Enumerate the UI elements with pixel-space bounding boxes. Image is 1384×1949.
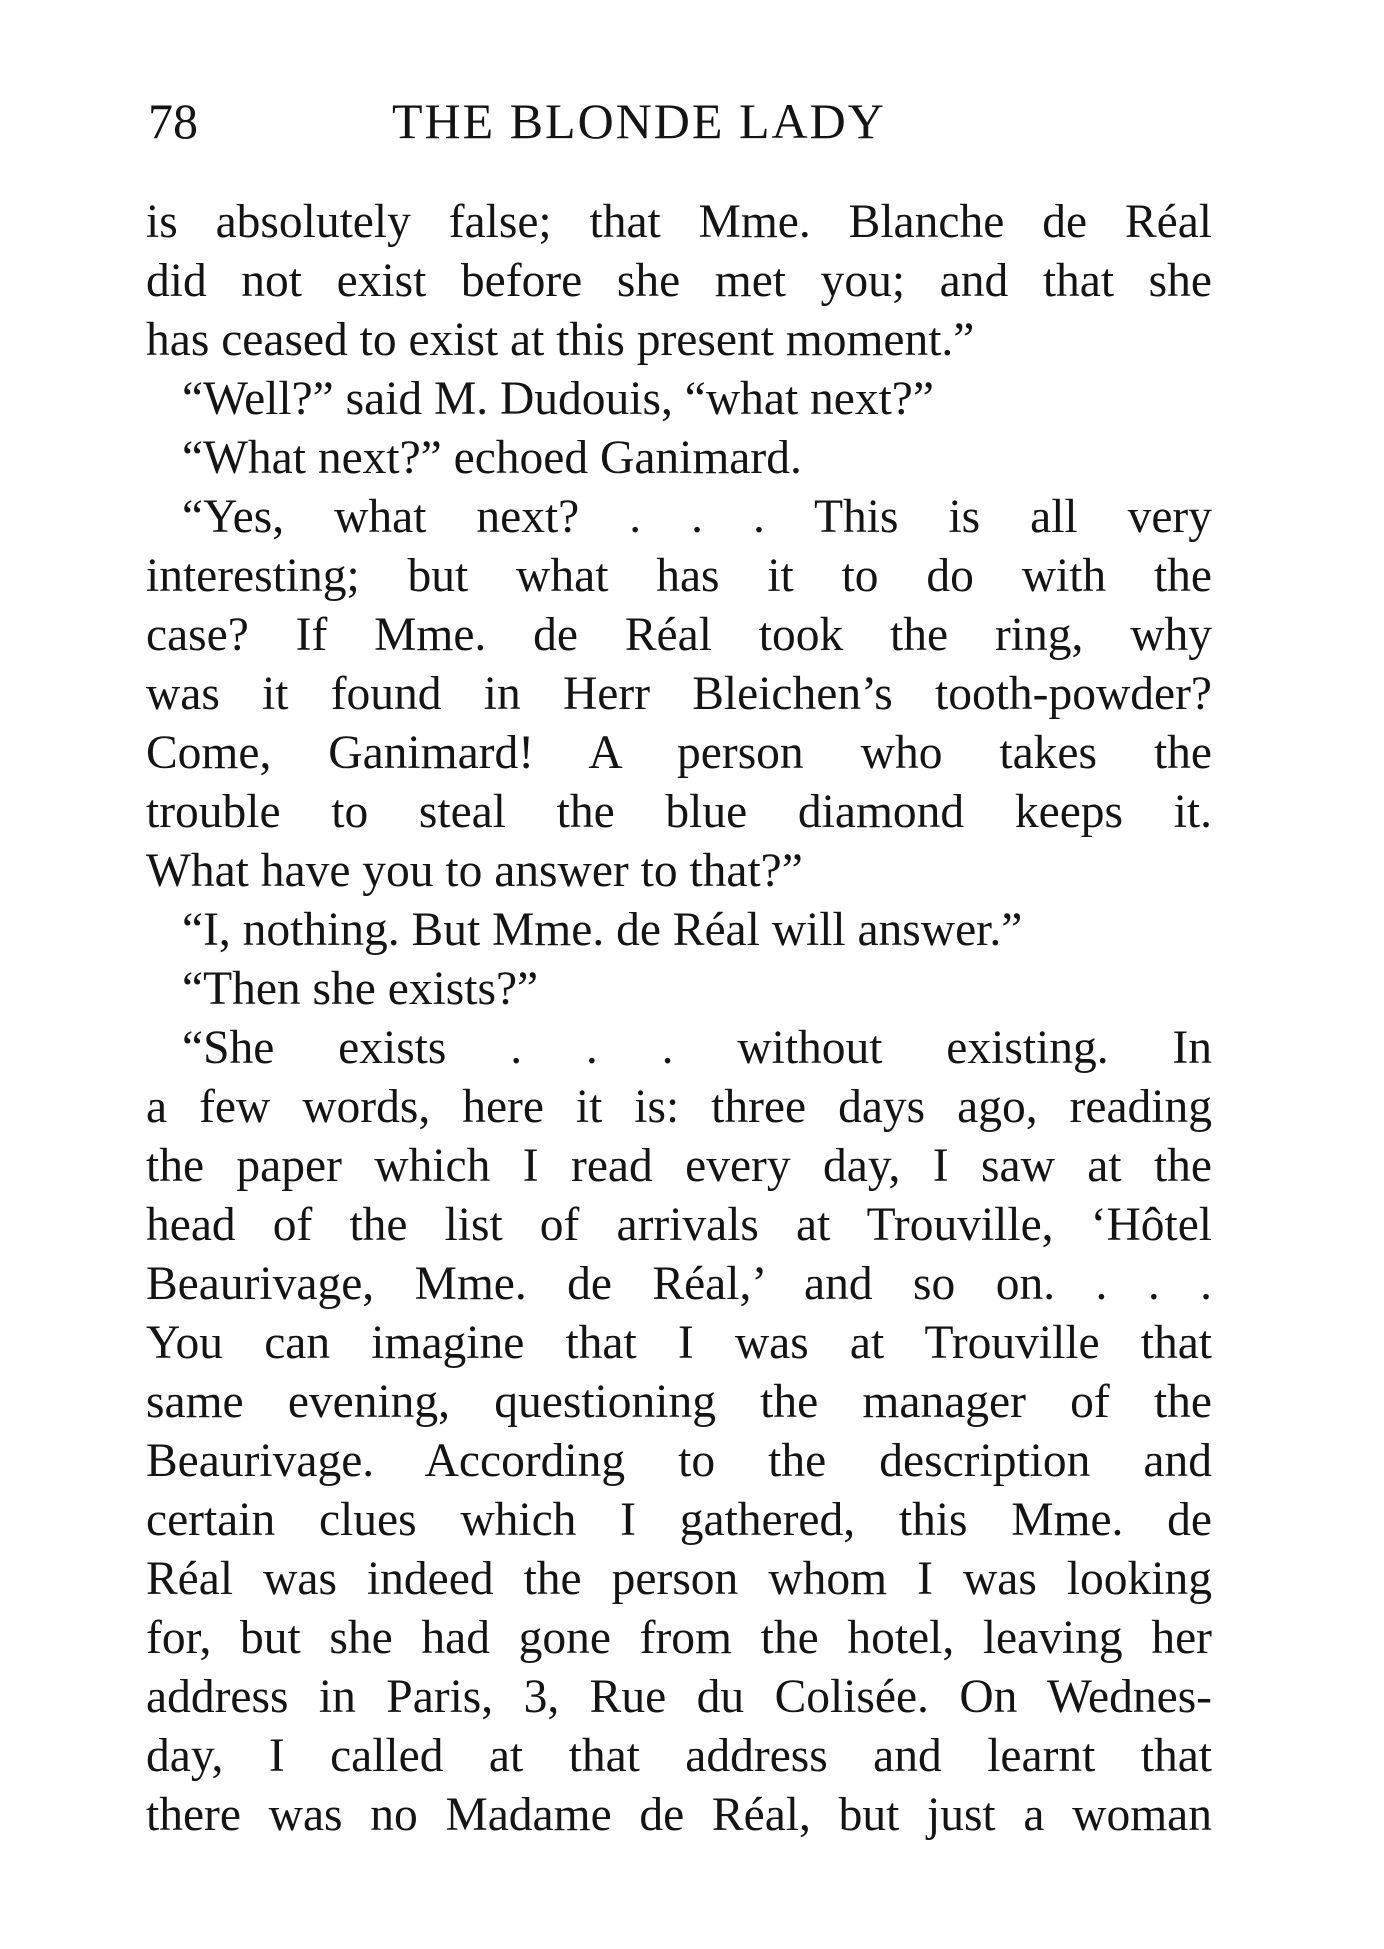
page-header: [148, 88, 1208, 154]
text-line: was it found in Herr Bleichen’s tooth-powder?: [146, 668, 1212, 720]
page-number: 78: [148, 93, 198, 149]
text-line: “Well?” said M. Dudouis, “what next?”: [182, 373, 934, 425]
text-line: “What next?” echoed Ganimard.: [182, 432, 802, 484]
text-line: “I, nothing. But Mme. de Réal will answer.”: [182, 904, 1023, 956]
text-line: day, I called at that address and learnt that: [146, 1730, 1212, 1782]
text-line: a few words, here it is: three days ago, reading: [146, 1081, 1212, 1133]
text-line: address in Paris, 3, Rue du Colisée. On Wednes-: [146, 1671, 1212, 1723]
text-line: You can imagine that I was at Trouville that: [146, 1317, 1212, 1369]
text-line: case? If Mme. de Réal took the ring, why: [146, 609, 1212, 661]
text-line: for, but she had gone from the hotel, leaving her: [146, 1612, 1212, 1664]
text-line: “Yes, what next? . . . This is all very: [182, 491, 1212, 543]
text-line: “Then she exists?”: [182, 963, 539, 1015]
text-line: Réal was indeed the person whom I was looking: [146, 1553, 1212, 1605]
text-line: “She exists . . . without existing. In: [182, 1022, 1212, 1074]
text-line: head of the list of arrivals at Trouville, ‘Hôtel: [146, 1199, 1212, 1251]
text-line: Beaurivage, Mme. de Réal,’ and so on. . . .: [146, 1258, 1212, 1310]
text-line: is absolutely false; that Mme. Blanche de Réal: [146, 196, 1212, 248]
body-text: [146, 193, 1212, 1845]
text-line: has ceased to exist at this present moment.”: [146, 314, 975, 366]
running-head: THE BLONDE LADY: [392, 93, 886, 149]
text-line: certain clues which I gathered, this Mme. de: [146, 1494, 1212, 1546]
text-line: What have you to answer to that?”: [146, 845, 803, 897]
text-line: interesting; but what has it to do with the: [146, 550, 1212, 602]
text-line: the paper which I read every day, I saw at the: [146, 1140, 1212, 1192]
text-line: Come, Ganimard! A person who takes the: [146, 727, 1212, 779]
text-line: did not exist before she met you; and that she: [146, 255, 1212, 307]
text-line: same evening, questioning the manager of the: [146, 1376, 1212, 1428]
text-line: Beaurivage. According to the description and: [146, 1435, 1212, 1487]
text-line: trouble to steal the blue diamond keeps it.: [146, 786, 1212, 838]
text-line: there was no Madame de Réal, but just a woman: [146, 1789, 1212, 1841]
